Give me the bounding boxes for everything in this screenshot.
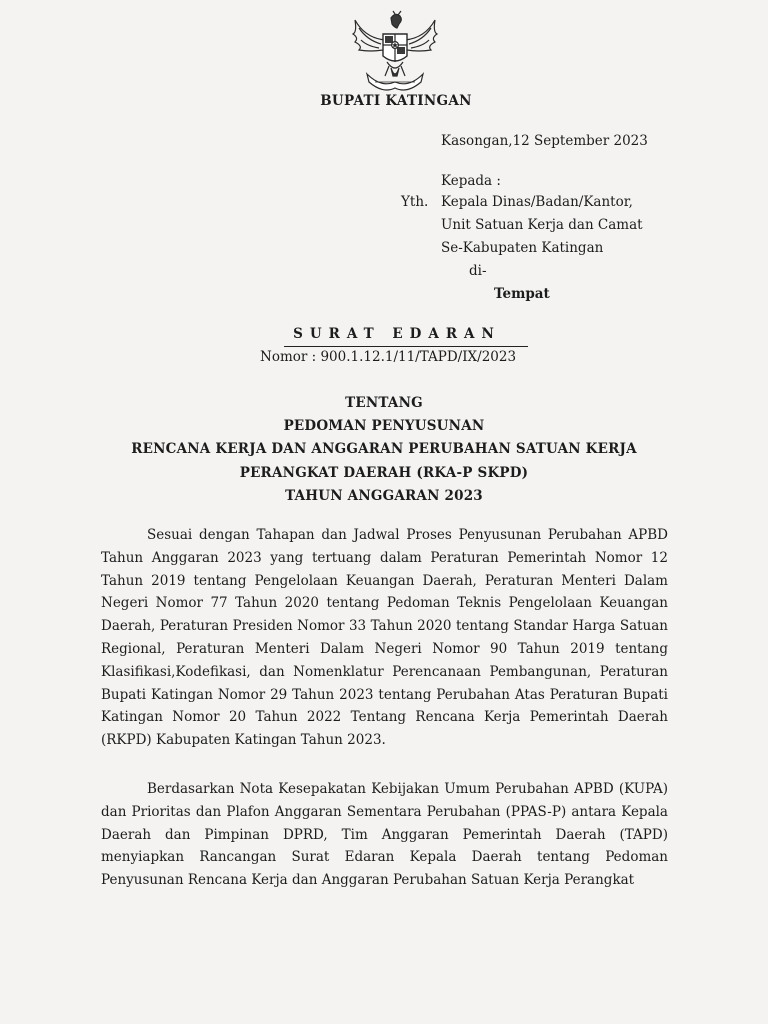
circular-title: SURAT EDARAN [293,326,501,342]
body-paragraph-2: Berdasarkan Nota Kesepakatan Kebijakan Umum Perubahan APBD (KUPA) dan Prioritas dan Plafon Anggaran Sementara Perubahan (PPAS-P) antara Kepala Daerah dan Pimpinan DPRD, Tim Anggaran Pemerintah Daerah (TAPD) menyiapkan Rancangan Surat Edaran Kepala Daerah tentang Pedoman Penyusunan Rencana Kerja dan Anggaran Perubahan Satuan Kerja Perangkat [101,781,668,889]
subject-line-5: TAHUN ANGGARAN 2023 [285,488,483,504]
circular-title-underline [284,346,528,347]
recipient-line-3: Se-Kabupaten Katingan [441,240,604,256]
subject-line-3: RENCANA KERJA DAN ANGGARAN PERUBAHAN SATUAN KERJA [131,441,637,457]
recipient-line-1: Kepala Dinas/Badan/Kantor, [441,194,633,210]
issuer-title: BUPATI KATINGAN [320,93,472,109]
recipient-line-2: Unit Satuan Kerja dan Camat [441,217,643,233]
recipient-kepada: Kepada : [441,173,501,189]
circular-number: Nomor : 900.1.12.1/11/TAPD/IX/2023 [260,349,517,365]
body-paragraph-1: Sesuai dengan Tahapan dan Jadwal Proses Penyusunan Perubahan APBD Tahun Anggaran 2023 yang tertuang dalam Peraturan Pemerintah Nomor 12 Tahun 2019 tentang Pengelolaan Keuangan Daerah, Peraturan Menteri Dalam Negeri Nomor 77 Tahun 2020 tentang Pedoman Teknis Pengelolaan Keuangan Daerah, Peraturan Presiden Nomor 33 Tahun 2020 tentang Standar Harga Satuan Regional, Peraturan Menteri Dalam Negeri Nomor 90 Tahun 2019 tentang Klasifikasi,Kodefikasi, dan Nomenklatur Perencanaan Pembangunan, Peraturan Bupati Katingan Nomor 29 Tahun 2023 tentang Perubahan Atas Peraturan Bupati Katingan Nomor 20 Tahun 2022 Tentang Rencana Kerja Pemerintah Daerah (RKPD) Kabupaten Katingan Tahun 2023. [101,527,668,749]
subject-line-4: PERANGKAT DAERAH (RKA-P SKPD) [239,465,529,481]
place-date: Kasongan,12 September 2023 [441,133,648,149]
subject-line-1: TENTANG [345,395,423,411]
subject-line-2: PEDOMAN PENYUSUNAN [283,418,485,434]
garuda-emblem-icon [345,10,445,96]
recipient-di: di- [469,263,487,279]
recipient-yth: Yth. [401,194,429,210]
recipient-tempat: Tempat [494,286,550,302]
